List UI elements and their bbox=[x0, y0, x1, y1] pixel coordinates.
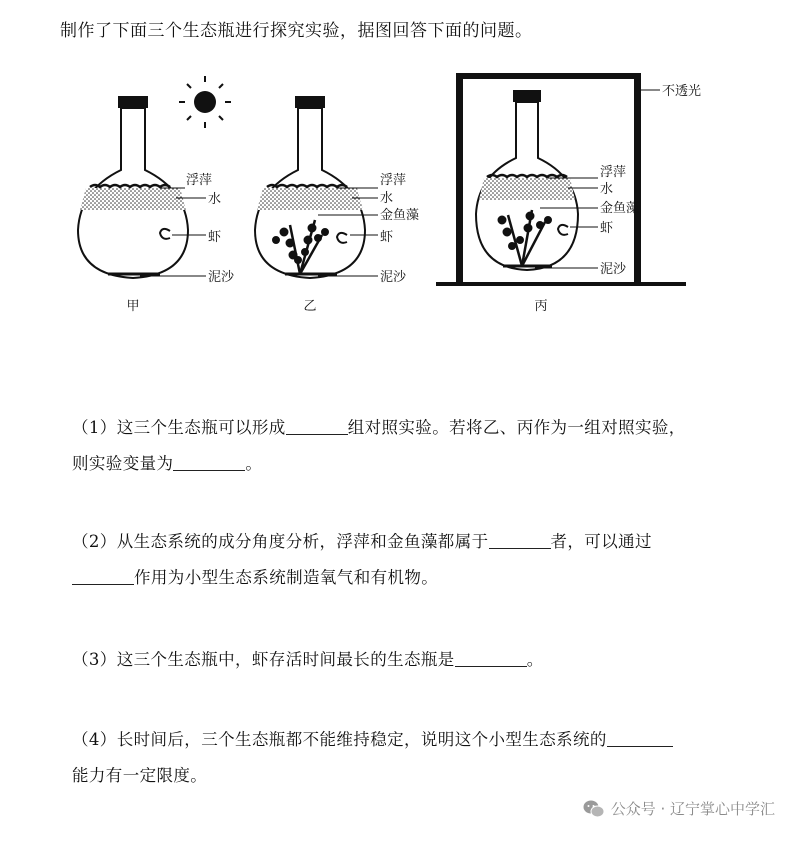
label-opaque: 不透光 bbox=[662, 84, 702, 99]
wechat-icon bbox=[583, 799, 605, 819]
question-text: （3）这三个生态瓶中，虾存活时间最长的生态瓶是 bbox=[72, 650, 455, 669]
intro-text: 制作了下面三个生态瓶进行探究实验，据图回答下面的问题。 bbox=[60, 21, 533, 41]
question-line bbox=[72, 642, 752, 678]
label-bing-hornwort: 金鱼藻 bbox=[600, 201, 640, 216]
answer-blank[interactable] bbox=[173, 452, 245, 471]
label-yi-sand: 泥沙 bbox=[380, 270, 407, 285]
bottle-yi bbox=[255, 96, 419, 314]
answer-blank[interactable] bbox=[72, 566, 134, 585]
question-line bbox=[72, 758, 752, 794]
label-bing-sand: 泥沙 bbox=[600, 262, 627, 277]
bottle-jia bbox=[78, 76, 235, 314]
answer-blank[interactable] bbox=[489, 530, 551, 549]
caption-yi: 乙 bbox=[303, 299, 317, 314]
question-text: 。 bbox=[526, 650, 544, 669]
answer-blank[interactable] bbox=[286, 416, 348, 435]
question-3 bbox=[72, 642, 752, 678]
watermark-text: 公众号 · 辽宁掌心中学汇 bbox=[610, 800, 775, 818]
question-text: （2）从生态系统的成分角度分析，浮萍和金鱼藻都属于 bbox=[72, 532, 489, 551]
question-text: 则实验变量为 bbox=[72, 454, 174, 473]
caption-jia: 甲 bbox=[126, 299, 140, 314]
sun-icon bbox=[179, 76, 231, 128]
question-2 bbox=[72, 524, 752, 596]
label-jia-sand: 泥沙 bbox=[208, 270, 235, 285]
label-jia-shrimp: 虾 bbox=[208, 230, 222, 245]
question-line bbox=[72, 410, 752, 446]
question-line bbox=[72, 524, 752, 560]
question-1 bbox=[72, 410, 752, 482]
label-jia-water: 水 bbox=[208, 192, 222, 207]
bottle-bing bbox=[436, 73, 701, 314]
caption-bing: 丙 bbox=[534, 299, 548, 314]
watermark bbox=[583, 798, 775, 819]
label-bing-duckweed: 浮萍 bbox=[600, 165, 627, 180]
experiment-figure bbox=[0, 60, 793, 330]
label-yi-hornwort: 金鱼藻 bbox=[380, 208, 420, 223]
label-yi-duckweed: 浮萍 bbox=[380, 173, 407, 188]
question-text: （1）这三个生态瓶可以形成 bbox=[72, 418, 286, 437]
label-jia-duckweed: 浮萍 bbox=[186, 173, 213, 188]
question-text: 作用为小型生态系统制造氧气和有机物。 bbox=[134, 568, 439, 587]
label-bing-shrimp: 虾 bbox=[600, 221, 614, 236]
question-line bbox=[72, 560, 752, 596]
answer-blank[interactable] bbox=[455, 648, 527, 667]
question-4 bbox=[72, 722, 752, 794]
question-text: 组对照实验。若将乙、丙作为一组对照实验， bbox=[347, 418, 686, 437]
label-yi-shrimp: 虾 bbox=[380, 230, 394, 245]
question-text: 者，可以通过 bbox=[550, 532, 652, 551]
question-text: （4）长时间后，三个生态瓶都不能维持稳定，说明这个小型生态系统的 bbox=[72, 730, 607, 749]
label-bing-water: 水 bbox=[600, 182, 614, 197]
question-line bbox=[72, 446, 752, 482]
label-yi-water: 水 bbox=[380, 191, 394, 206]
question-text: 能力有一定限度。 bbox=[72, 766, 208, 785]
answer-blank[interactable] bbox=[607, 728, 673, 747]
question-line bbox=[72, 722, 752, 758]
question-text: 。 bbox=[245, 454, 263, 473]
